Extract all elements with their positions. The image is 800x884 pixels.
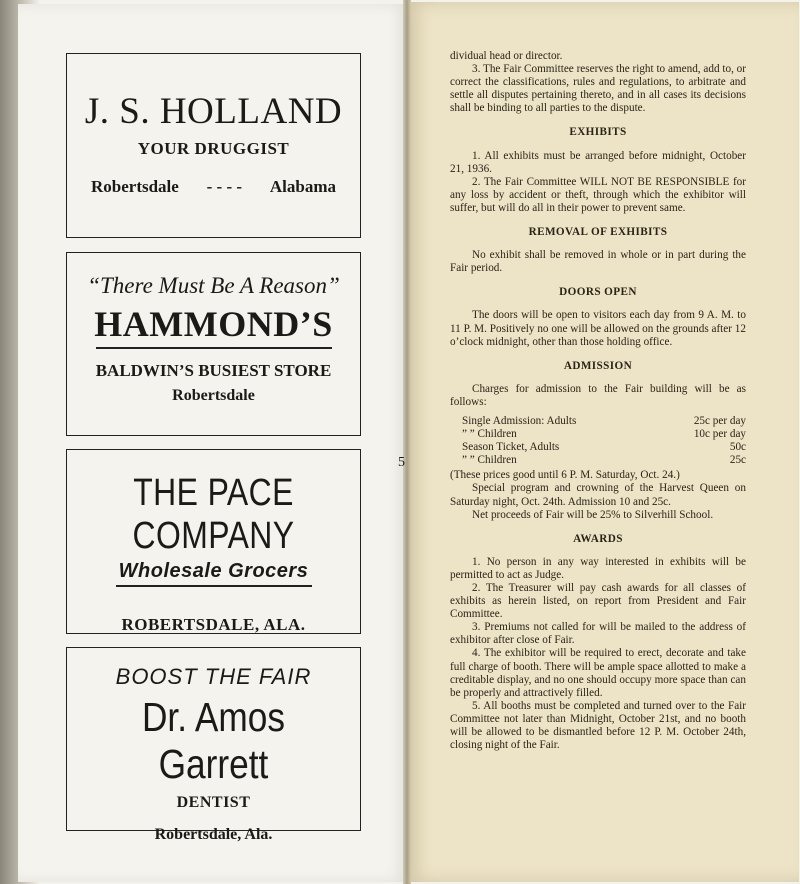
removal-text: No exhibit shall be removed in whole or in part during the Fair period.	[450, 249, 746, 275]
fee-label: Season Ticket, Adults	[462, 441, 560, 454]
awards-rule-3: 3. Premiums not called for will be mailed to the address of exhibitor after close of Fair.	[450, 621, 746, 647]
fee-table	[450, 415, 746, 467]
admission-heading: ADMISSION	[563, 359, 633, 372]
fee-label: ” ” Children	[462, 454, 517, 467]
ad-pace-name: THE PACE COMPANY	[132, 472, 295, 557]
fee-row	[462, 415, 746, 428]
ad-holland-name: J. S. HOLLAND	[84, 91, 343, 132]
book-gutter	[403, 0, 411, 884]
exhibits-rule-1: 1. All exhibits must be arranged before midnight, October 21, 1936.	[450, 149, 746, 175]
ad-holland-city: Robertsdale	[91, 177, 179, 196]
ad-garrett	[66, 647, 361, 843]
ad-holland-state: Alabama	[269, 177, 336, 196]
intro-continued: dividual head or director.	[450, 50, 563, 62]
ad-pace	[66, 449, 361, 634]
exhibits-rule-2: 2. The Fair Committee WILL NOT BE RESPONSIBLE for any loss by accident or theft, through which the exhibitor will suffer, but will do all in their power to prevent same.	[450, 175, 746, 214]
awards-rule-2: 2. The Treasurer will pay cash awards for all classes of exhibits as herein listed, on report from President and Fair Committee.	[450, 582, 746, 621]
doors-heading: DOORS OPEN	[559, 286, 637, 299]
ad-garrett-city: Robertsdale, Ala.	[154, 826, 273, 843]
ad-hammond-quote: “There Must Be A Reason”	[87, 273, 340, 298]
fee-row	[462, 454, 746, 467]
ad-hammond-name: HAMMOND’S	[94, 304, 333, 344]
net-proceeds: Net proceeds of Fair will be 25% to Silverhill School.	[472, 508, 714, 521]
ad-holland-tagline: YOUR DRUGGIST	[137, 139, 290, 158]
fee-price: 50c	[729, 441, 746, 454]
ad-hammond	[66, 252, 361, 436]
ad-hammond-underline	[96, 347, 332, 349]
special-program: Special program and crowning of the Harvest Queen on Saturday night, Oct. 24th. Admission 10 and 25c.	[450, 482, 746, 508]
doors-text: The doors will be open to visitors each day from 9 A. M. to 11 P. M. Positively no one will be allowed on the grounds after 12 o’clock midnight, other than those holding office.	[450, 309, 746, 348]
exhibits-heading: EXHIBITS	[569, 126, 627, 139]
awards-rule-1: 1. No person in any way interested in exhibits will be permitted to act as Judge.	[450, 555, 746, 581]
fee-price: 25c per day	[693, 414, 746, 427]
admission-note: (These prices good until 6 P. M. Saturday, Oct. 24.)	[450, 469, 680, 482]
removal-heading: REMOVAL OF EXHIBITS	[528, 226, 668, 239]
ad-holland-separator: - - - -	[206, 177, 243, 196]
admission-intro: Charges for admission to the Fair building will be as follows:	[450, 382, 746, 408]
ad-garrett-tagline: DENTIST	[176, 794, 251, 811]
fee-label: Single Admission: Adults	[462, 414, 577, 427]
fee-price: 25c	[729, 454, 746, 467]
fee-row	[462, 441, 746, 454]
ad-pace-underline	[116, 585, 312, 587]
ad-holland-location	[91, 177, 336, 197]
ad-pace-tagline: Wholesale Grocers	[118, 560, 309, 582]
awards-rule-4: 4. The exhibitor will be required to erect, decorate and take full charge of booth. There will be ample space allotted to make a creditable display, and no one should occupy more space than can be properly and attractively filled.	[450, 647, 746, 699]
ad-holland	[66, 53, 361, 238]
ad-hammond-city: Robertsdale	[172, 387, 255, 404]
awards-heading: AWARDS	[573, 532, 623, 545]
fee-label: ” ” Children	[462, 428, 517, 441]
page-number: 5	[398, 455, 405, 470]
ad-garrett-name: Dr. Amos Garrett	[141, 694, 286, 787]
fee-price: 10c per day	[693, 428, 746, 441]
ad-garrett-slogan: BOOST THE FAIR	[115, 664, 312, 689]
rules-text	[450, 50, 746, 752]
awards-rule-5: 5. All booths must be completed and turned over to the Fair Committee not later than Midnight, October 21st, and no booth will be allowed to be dismantled before 12 P. M. October 24th, closing night of the Fair.	[450, 699, 746, 752]
rule-3: 3. The Fair Committee reserves the right to amend, add to, or correct the classifications, rules and regulations, to arbitrate and settle all disputes pertaining thereto, and in all cases its decisions shall be binding to all parties to the dispute.	[450, 63, 746, 115]
ad-pace-city: ROBERTSDALE, ALA.	[121, 615, 306, 634]
ad-hammond-tagline: BALDWIN’S BUSIEST STORE	[95, 361, 332, 380]
fee-row	[462, 428, 746, 441]
